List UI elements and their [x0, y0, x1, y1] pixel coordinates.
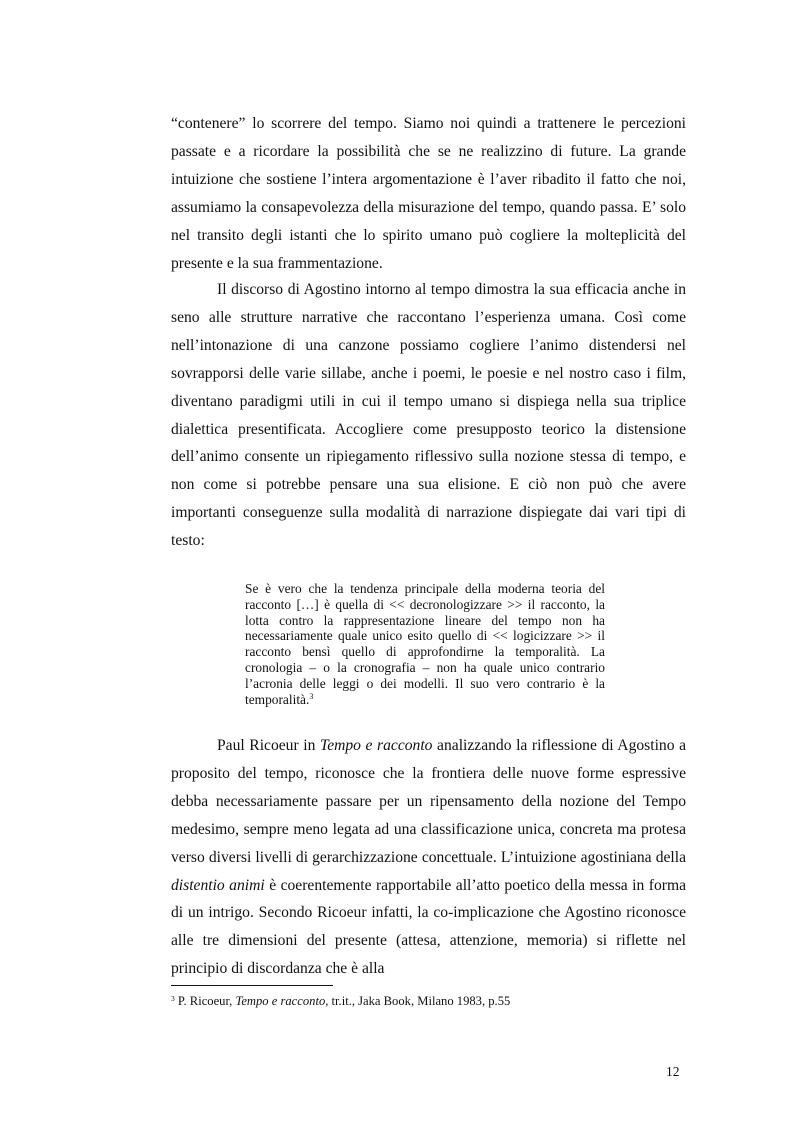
footnote-author: P. Ricoeur,	[174, 994, 236, 1008]
footnote-citation: , tr.it., Jaka Book, Milano 1983, p.55	[325, 994, 511, 1008]
footnote-separator	[171, 985, 333, 986]
book-title-italic: Tempo e racconto	[319, 737, 433, 754]
block-quote-body: Se è vero che la tendenza principale della moderna teoria del racconto […] è quella di << decronologizzare >> il racconto, la lotta contro la rappresentazione lineare del tempo non ha necessariamente quale unico esito quello di << logicizzare >> il racconto bensì quello di approfondirne la temporalità. La cronologia – o la cronografia – non ha quale unico contrario l’acronia delle leggi o dei modelli. Il suo vero contrario è la temporalità.	[245, 581, 605, 707]
footnote-title-italic: Tempo e racconto	[235, 994, 326, 1008]
block-quote	[245, 581, 605, 707]
block-quote-text	[245, 581, 605, 707]
body-paragraph-1: “contenere” lo scorrere del tempo. Siamo noi quindi a trattenere le percezioni passate e a ricordare la possibilità che se ne realizzino di future. La grande intuizione che sostiene l’intera argomentazione è l’aver ribadito il fatto che noi, assumiamo la consapevolezza della misurazione del tempo, quando passa. E’ solo nel transito degli istanti che lo spirito umano può cogliere la molteplicità del presente e la sua frammentazione.	[171, 115, 686, 272]
latin-phrase-italic: distentio animi	[171, 876, 265, 894]
body-paragraph-3	[171, 732, 686, 983]
page-number: 12	[666, 1064, 680, 1079]
paragraph-3-text-c: è coerentemente rapportabile all’atto poetico della messa in forma di un intrigo. Secondo Ricoeur infatti, la co-implicazione che Agostino riconosce alle tre dimensioni del presente (attesa, attenzione, memoria) si riflette nel principio di discordanza che è alla	[171, 876, 686, 978]
paragraph-3-text-a: Paul Ricoeur in	[217, 737, 320, 754]
footnote-reference: 3	[309, 691, 314, 701]
footnote-number: 3	[171, 994, 175, 1003]
body-paragraph-2: Il discorso di Agostino intorno al tempo dimostra la sua efficacia anche in seno alle strutture narrative che raccontano l’esperienza umana. Così come nell’intonazione di una canzone possiamo cogliere l’animo distendersi nel sovrapporsi delle varie sillabe, anche i poemi, le poesie e nel nostro caso i film, diventano paradigmi utili in cui il tempo umano si dispiega nella sua triplice dialettica presentificata. Accogliere come presupposto teorico la distensione dell’animo consente un ripiegamento riflessivo sulla nozione stessa di tempo, e non come si potrebbe pensare una sua elisione. E ciò non può che avere importanti conseguenze sulla modalità di narrazione dispiegate dai vari tipi di testo:	[171, 281, 686, 550]
paragraph-3-text-b: analizzando la riflessione di Agostino a proposito del tempo, riconosce che la frontiera delle nuove forme espressive debba necessariamente passare per un ripensamento della nozione del Tempo medesimo, sempre meno legata ad una classificazione unica, concreta ma protesa verso diversi livelli di gerarchizzazione concettuale. L’intuizione agostiniana della	[171, 737, 686, 866]
footnote	[171, 994, 686, 1009]
